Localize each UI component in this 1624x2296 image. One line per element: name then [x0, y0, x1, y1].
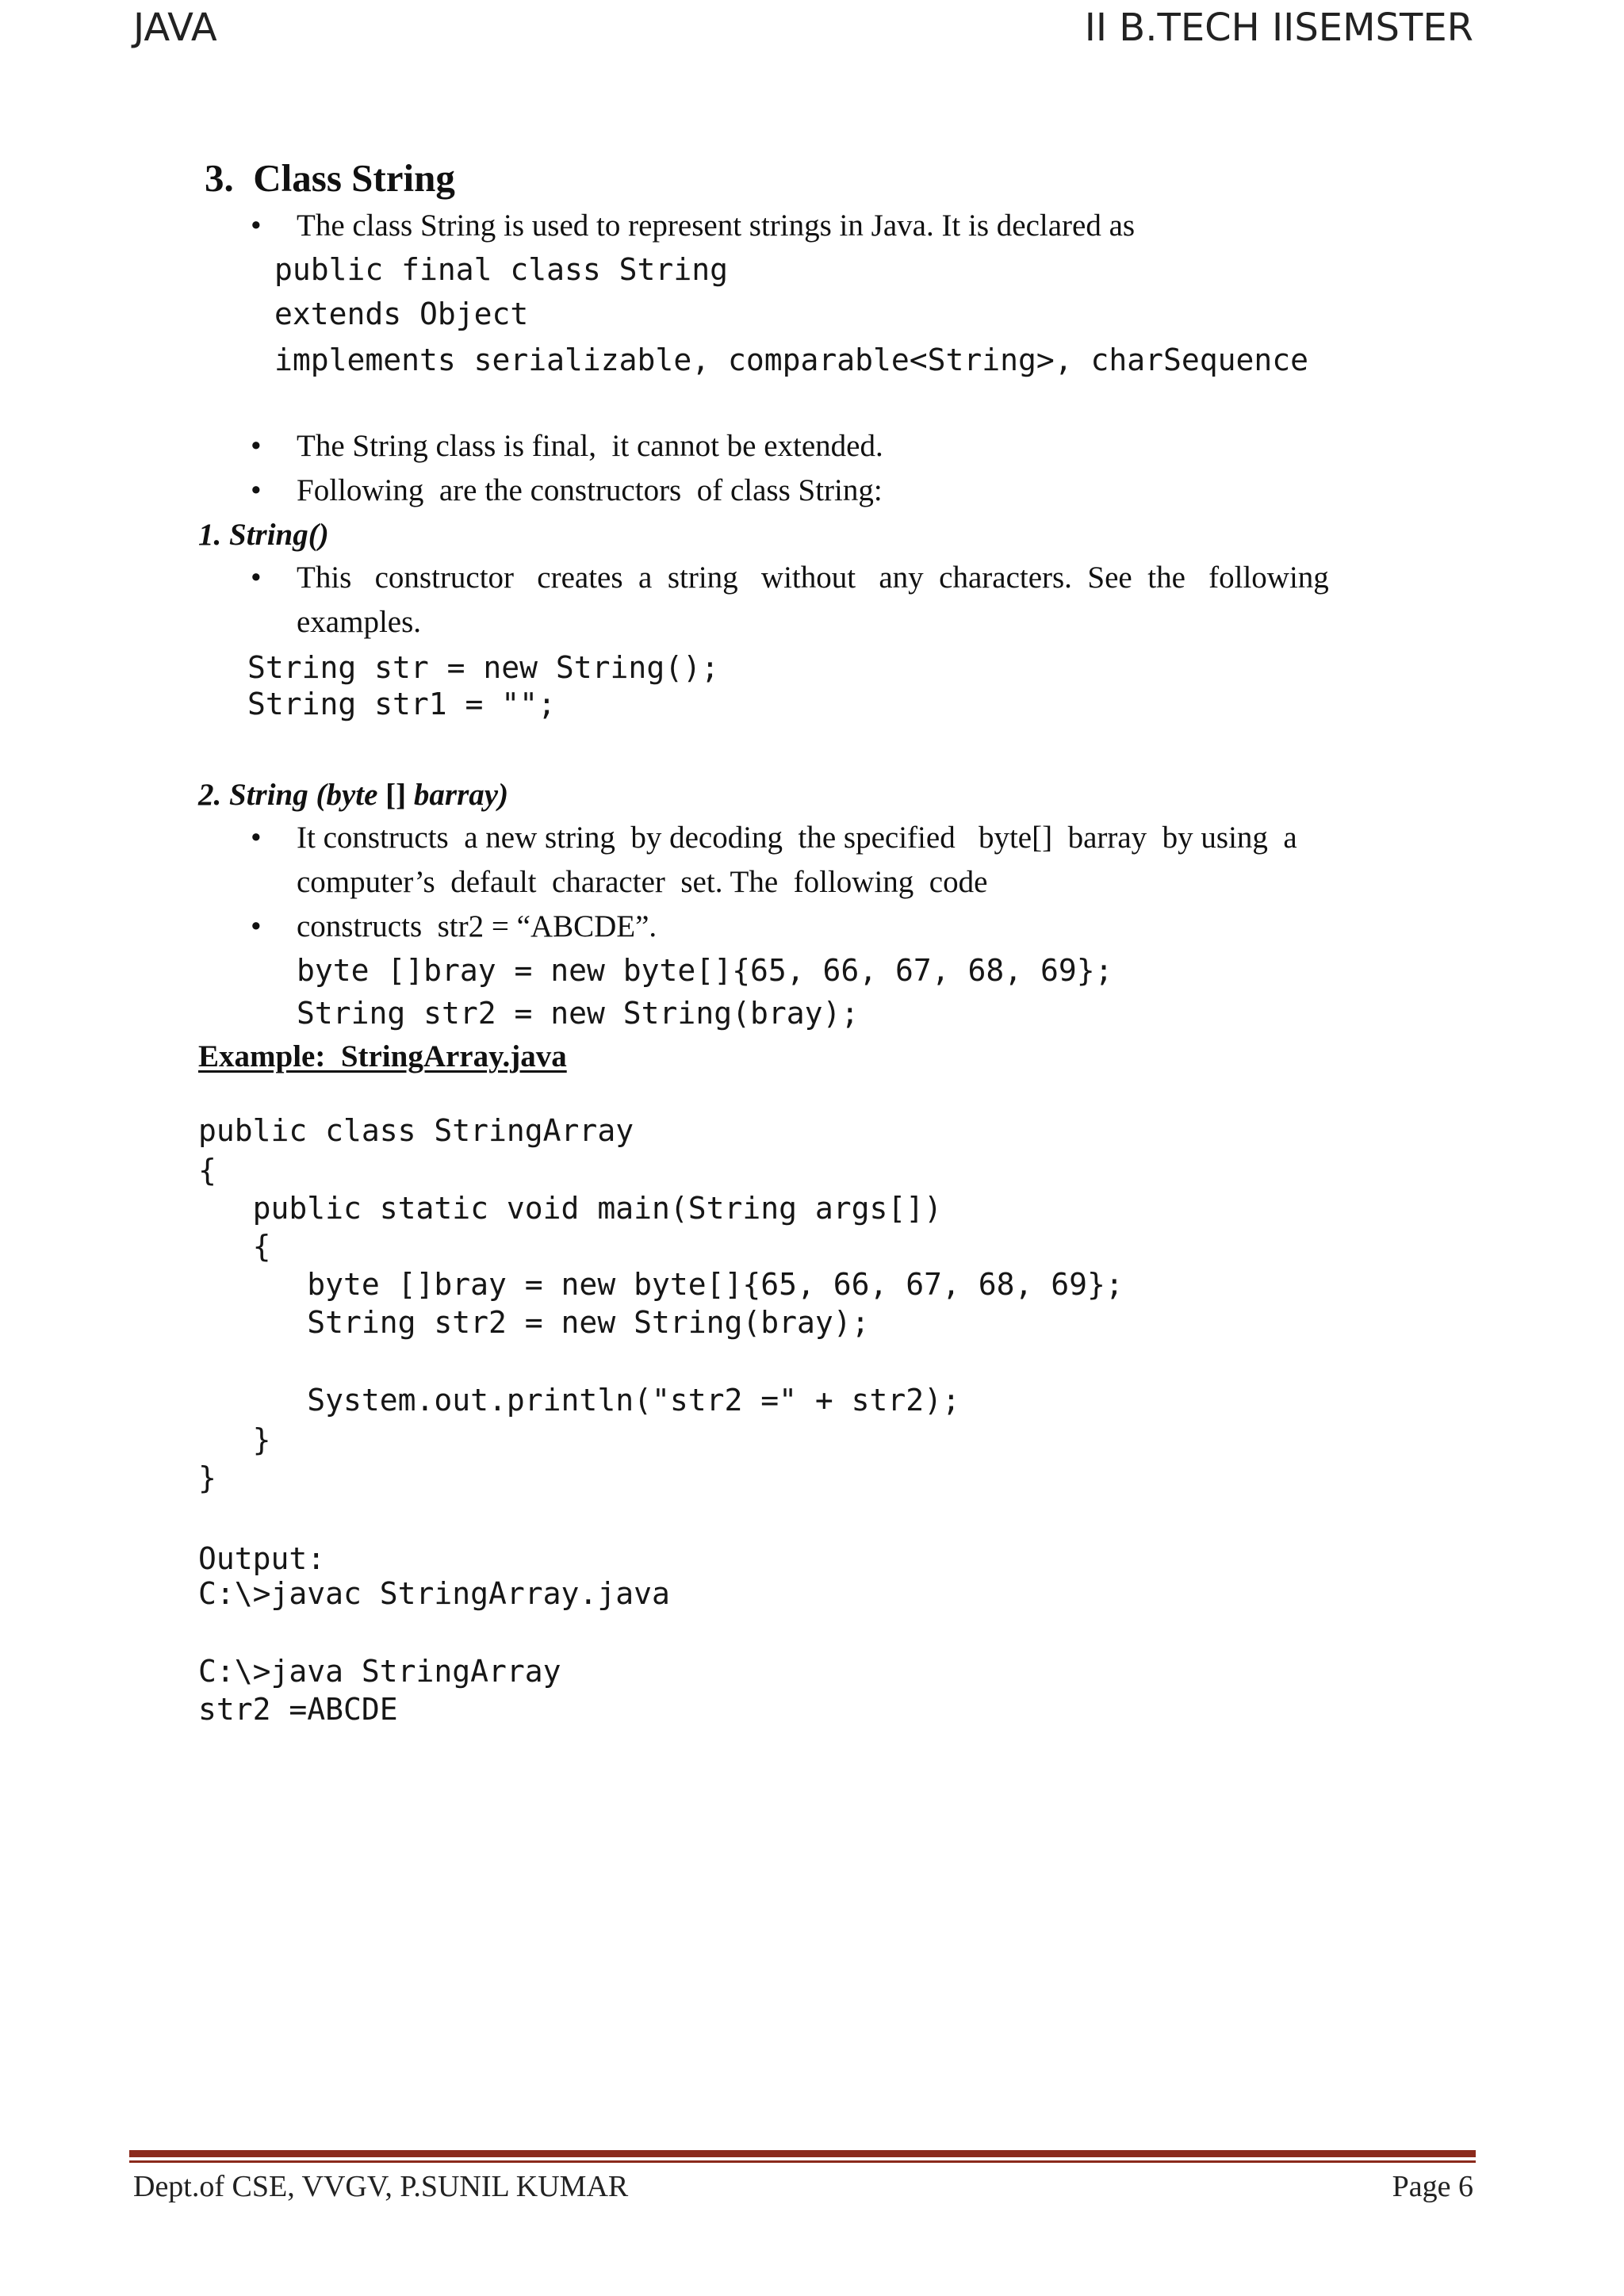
running-header: [133, 0, 1473, 55]
constructor-2-code-line-2: String str2 = new String(bray);: [297, 996, 860, 1031]
output-line-1: C:\>javac StringArray.java: [198, 1576, 670, 1611]
constructor-1-code-line-2: String str1 = "";: [247, 687, 556, 721]
bullet-string-final: • The String class is final, it cannot be extended.: [297, 428, 883, 464]
example-code-line: }: [198, 1460, 216, 1495]
output-line-3: str2 =ABCDE: [198, 1692, 398, 1727]
footer-author: Dept.of CSE, VVGV, P.SUNIL KUMAR: [133, 2170, 629, 2203]
example-code-line: public static void main(String args[]): [198, 1191, 942, 1226]
example-heading: Example: StringArray.java: [198, 1039, 567, 1073]
section-title: 3. Class String: [205, 156, 455, 200]
output-line-2: C:\>java StringArray: [198, 1654, 561, 1689]
page-footer: [133, 2169, 1473, 2209]
constructor-1-desc-line-1: • This constructor creates a string without any characters. See the following: [297, 560, 1329, 595]
declaration-line-2: extends Object: [274, 297, 529, 331]
header-semester: II B.TECH IISEMSTER: [1084, 6, 1473, 50]
example-code-line: String str2 = new String(bray);: [198, 1305, 870, 1340]
footer-rule-thin: [129, 2160, 1476, 2163]
footer-rule: [129, 2150, 1476, 2157]
constructor-2-heading-part-1: 2. String (byte: [198, 778, 386, 812]
constructor-1-code-line-1: String str = new String();: [247, 650, 719, 685]
bullet-string-declared: • The class String is used to represent strings in Java. It is declared as: [297, 208, 1135, 243]
example-code-line: }: [198, 1422, 271, 1457]
header-course-title: JAVA: [133, 6, 217, 50]
example-code-line: {: [198, 1153, 216, 1188]
example-code-line: public class StringArray: [198, 1113, 634, 1148]
bullet-constructors-intro: • Following are the constructors of class String:: [297, 473, 883, 508]
output-label: Output:: [198, 1541, 326, 1576]
constructor-2-heading-brackets: []: [385, 778, 407, 812]
constructor-2-code-line-1: byte []bray = new byte[]{65, 66, 67, 68, 69};: [297, 953, 1113, 988]
constructor-2-desc-line-1: • It constructs a new string by decoding the specified byte[] barray by using a: [297, 820, 1297, 855]
footer-page-number: Page 6: [1392, 2170, 1473, 2203]
constructor-1-heading: 1. String(): [198, 518, 329, 552]
constructor-2-heading: [198, 777, 508, 813]
constructor-2-constructs: • constructs str2 = “ABCDE”.: [297, 909, 657, 944]
example-code-line: {: [198, 1229, 271, 1264]
constructor-1-desc-line-2: examples.: [297, 605, 422, 639]
example-code-line: System.out.println("str2 =" + str2);: [198, 1383, 960, 1418]
constructor-2-heading-part-3: barray): [406, 778, 509, 812]
example-code-line: byte []bray = new byte[]{65, 66, 67, 68, 69};: [198, 1267, 1124, 1302]
declaration-line-1: public final class String: [274, 252, 728, 287]
declaration-line-3: implements serializable, comparable<String>, charSequence: [274, 342, 1309, 377]
constructor-2-desc-line-2: computer’s default character set. The following code: [297, 865, 988, 899]
